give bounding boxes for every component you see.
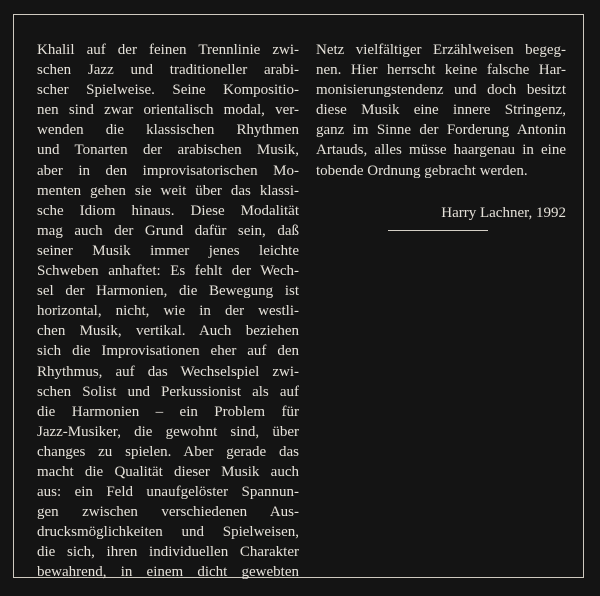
text-line: sich die Improvisationen eher auf den xyxy=(37,343,299,360)
text-line: Rhythmus, auf das Wechselspiel zwi- xyxy=(37,363,299,380)
text-line: die Harmonien – ein Problem für xyxy=(37,403,299,420)
text-line: Schweben anhaftet: Es fehlt der Wech- xyxy=(37,263,299,280)
text-line: tobende Ordnung gebracht werden. xyxy=(316,162,528,179)
text-line: aus: ein Feld unaufgelöster Spannun- xyxy=(37,484,299,501)
text-line: und Tonarten der arabischen Musik, xyxy=(37,142,299,159)
text-line: horizontal, nicht, wie in der westli- xyxy=(37,303,299,320)
text-line: aber in den improvisatorischen Mo- xyxy=(37,162,299,179)
text-line: diese Musik eine innere Stringenz, xyxy=(316,102,566,119)
text-line: macht die Qualität dieser Musik auch xyxy=(37,463,299,480)
text-line: sel der Harmonien, die Bewegung ist xyxy=(37,283,299,300)
text-column-right xyxy=(316,40,566,223)
text-line: die sich, ihren individuellen Charakter xyxy=(37,544,299,561)
signature-rule xyxy=(388,230,488,231)
text-line: nen sind zwar orientalisch modal, ver- xyxy=(37,102,299,119)
text-line: mag auch der Grund dafür sein, daß xyxy=(37,222,299,239)
text-line: chen Musik, vertikal. Auch beziehen xyxy=(37,323,299,340)
text-line: monisierungstendenz und doch besitzt xyxy=(316,82,566,99)
text-line: changes zu spielen. Aber gerade das xyxy=(37,443,299,460)
text-line: nen. Hier herrscht keine falsche Har- xyxy=(316,62,566,79)
text-line: ganz im Sinne der Forderung Antonin xyxy=(316,122,566,139)
text-line: schen Jazz und traditioneller arabi- xyxy=(37,62,299,79)
text-line: bewahrend, in einem dicht gewebten xyxy=(37,564,299,581)
text-line: Jazz-Musiker, die gewohnt sind, über xyxy=(37,423,299,440)
text-line: drucksmöglichkeiten und Spielweisen, xyxy=(37,524,299,541)
author-signature: Harry Lachner, 1992 xyxy=(441,204,566,221)
text-column-left xyxy=(37,40,299,583)
text-line: seiner Musik immer jenes leichte xyxy=(37,242,299,259)
text-line: schen Solist und Perkussionist als auf xyxy=(37,383,299,400)
text-line: Netz vielfältiger Erzählweisen begeg- xyxy=(316,42,566,58)
text-line: sche Idiom hinaus. Diese Modalität xyxy=(37,202,299,219)
text-line: wenden die klassischen Rhythmen xyxy=(37,122,299,139)
text-line: Artauds, alles müsse haargenau in eine xyxy=(316,142,566,159)
text-line: scher Spielweise. Seine Kompositio- xyxy=(37,82,299,99)
text-line: menten gehen sie weit über das klassi- xyxy=(37,182,299,199)
text-line: Khalil auf der feinen Trennlinie zwi- xyxy=(37,42,299,58)
text-line: gen zwischen verschiedenen Aus- xyxy=(37,504,299,521)
